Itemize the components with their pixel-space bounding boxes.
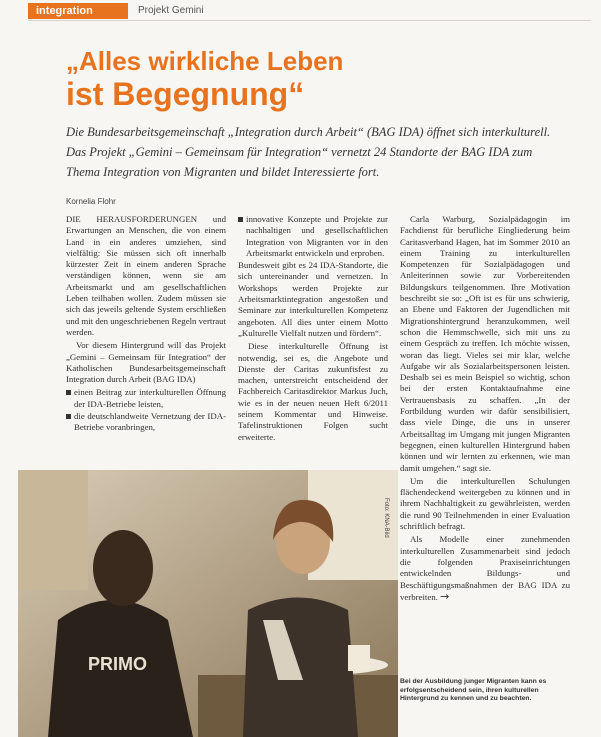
text-column-1 [66, 214, 226, 435]
text-column-2 [238, 214, 388, 445]
headline-line-1: „Alles wirkliche Leben [66, 46, 344, 76]
section-tag: integration [28, 3, 128, 19]
photo-credit: Foto: KNA-Bild [383, 498, 389, 538]
column-3-paragraph-3-text: Als Modelle einer zunehmenden interkulturellen Zusammenarbeit sind jedoch die folgenden Praxiseinrichtungen entwickelnden Bildungs- und Beschäftigungsmaßnahmen der BAG IDA zu verbreiten. [400, 534, 570, 602]
young-man-head [93, 530, 153, 606]
cup [348, 645, 370, 671]
column-2-paragraph-1: Bundesweit gibt es 24 IDA-Standorte, die sich untereinander und vernetzen. In Workshops werden Projekte zur Arbeitsmarktintegration angestoßen und Seminare zur interkulturellen Kompetenz angeboten. All dies unter einem Motto „Kulturelle Vielfalt nutzen und fördern“. [238, 260, 388, 338]
article-lead: Die Bundesarbeitsgemeinschaft „Integration durch Arbeit“ (BAG IDA) öffnet sich interkulturell. Das Projekt „Gemini – Gemeinsam für Integration“ vernetzt 24 Standorte der BAG IDA zum Thema Integration von Migranten und bildet Interessierte fort. [66, 125, 551, 179]
header-divider [28, 20, 591, 21]
shirt-print: PRIMO [88, 654, 148, 674]
list-item: innovative Konzepte und Projekte zur nachhaltigen und gesellschaftlichen Integration von Migranten vor in den Arbeitsmarkt entwickeln und erproben. [238, 214, 388, 259]
column-3-paragraph-1: Carla Warburg, Sozialpädagogin im Fachdienst für berufliche Eingliederung beim Caritasverband Hagen, hat im Sommer 2010 an einem Training zu interkulturellen Kompetenzen für Sozialpädagogen und Anleiterinnen sowie zur Vorbereitenden Bildungskurs teilgenommen. Ihre Motivation beschreibt sie so: „Oft ist es für uns schwierig, an Ebene und Faktoren der Jugendlichen mit Migrationshintergrund heranzukommen, weil schon die Hemmschwelle, sich mit uns zu einem Gespräch zu treffen. Ich möchte wissen, woran das liegt. Vieles sei mir klar, welche Aufgabe wir als Sozialarbeitspersonen leisten. Deshalb sei es mein Beispiel so wichtig, schon bei der ersten Kontaktaufnahme eine Vertrauensbasis zu schaffen. „In der Fortbildung wurden wir dafür sensibilisiert, dass viele Dinge, die uns in unserer Arbeitsalltag im Umgang mit jungen Migranten begegnen, einen kulturellen Hintergrund haben können und wir lernten zu erkennen, wie man damit umgehen.“ sagt sie. [400, 214, 570, 473]
photo-caption: Bei der Ausbildung junger Migranten kann es erfolgsentscheidend sein, ihren kulturellen Hintergrund zu kennen und zu beachten. [400, 678, 547, 703]
column-1-paragraph-2: Vor diesem Hintergrund will das Projekt „Gemini – Gemeinsam für Integration“ der Katholischen Bundesarbeitsgemeinschaft Integration durch Arbeit (BAG IDA) [66, 340, 226, 385]
project-tag: Projekt Gemini [138, 5, 204, 16]
column-2-paragraph-2: Diese interkulturelle Öffnung ist notwendig, sei es, die Angebote und Dienste der Caritas zukunftsfest zu machen, unterstreicht entscheidend der Fachbereich Caritasdirektor Markus Juch, wie es in der neuen neuen Heft 6/2011 seinem Kommentar und Hinweise. Tafelinstruktionen Folgen sucht erweiterte. [238, 341, 388, 442]
article-headline [66, 46, 586, 112]
column-2-bullet-list [238, 214, 388, 259]
continue-arrow-icon: → [440, 589, 450, 603]
list-item: die deutschlandweite Vernetzung der IDA-Betriebe voranbringen, [66, 411, 226, 434]
wall-panel [18, 470, 88, 590]
article-photo [18, 470, 398, 737]
headline-line-2: ist Begegnung“ [66, 76, 305, 112]
column-1-bullet-list [66, 387, 226, 433]
author-byline: Kornelia Flohr [66, 197, 116, 206]
page-header [0, 0, 601, 22]
photo-illustration [18, 470, 398, 737]
column-3-paragraph-3 [400, 534, 570, 603]
column-3-paragraph-2: Um die interkulturellen Schulungen flächendeckend weitergeben zu können und in ihrem Nachhaltigkeit zu gewährleisten, werden die rund 90 Teilnehmenden in einer Evaluation schriftlich befragt. [400, 475, 570, 532]
column-1-paragraph-1: DIE HERAUSFORDERUNGEN und Erwartungen an Menschen, die von einem Land in ein anderes umziehen, sind vielfältig: Sie müssen sich oft innerhalb kürzester Zeit in einem anderen Sprache verständigen können, wenn sie am Arbeitsmarkt und am gesellschaftlichen Leben teilhaben wollen. Zudem müssen sie sich das jeweils geltende System erschließen und mit den ungeschriebenen Regeln vertraut werden. [66, 214, 227, 337]
woman-body [243, 598, 358, 737]
text-column-3 [400, 214, 570, 605]
list-item: einen Beitrag zur interkulturellen Öffnung der IDA-Betriebe leisten, [66, 387, 226, 410]
